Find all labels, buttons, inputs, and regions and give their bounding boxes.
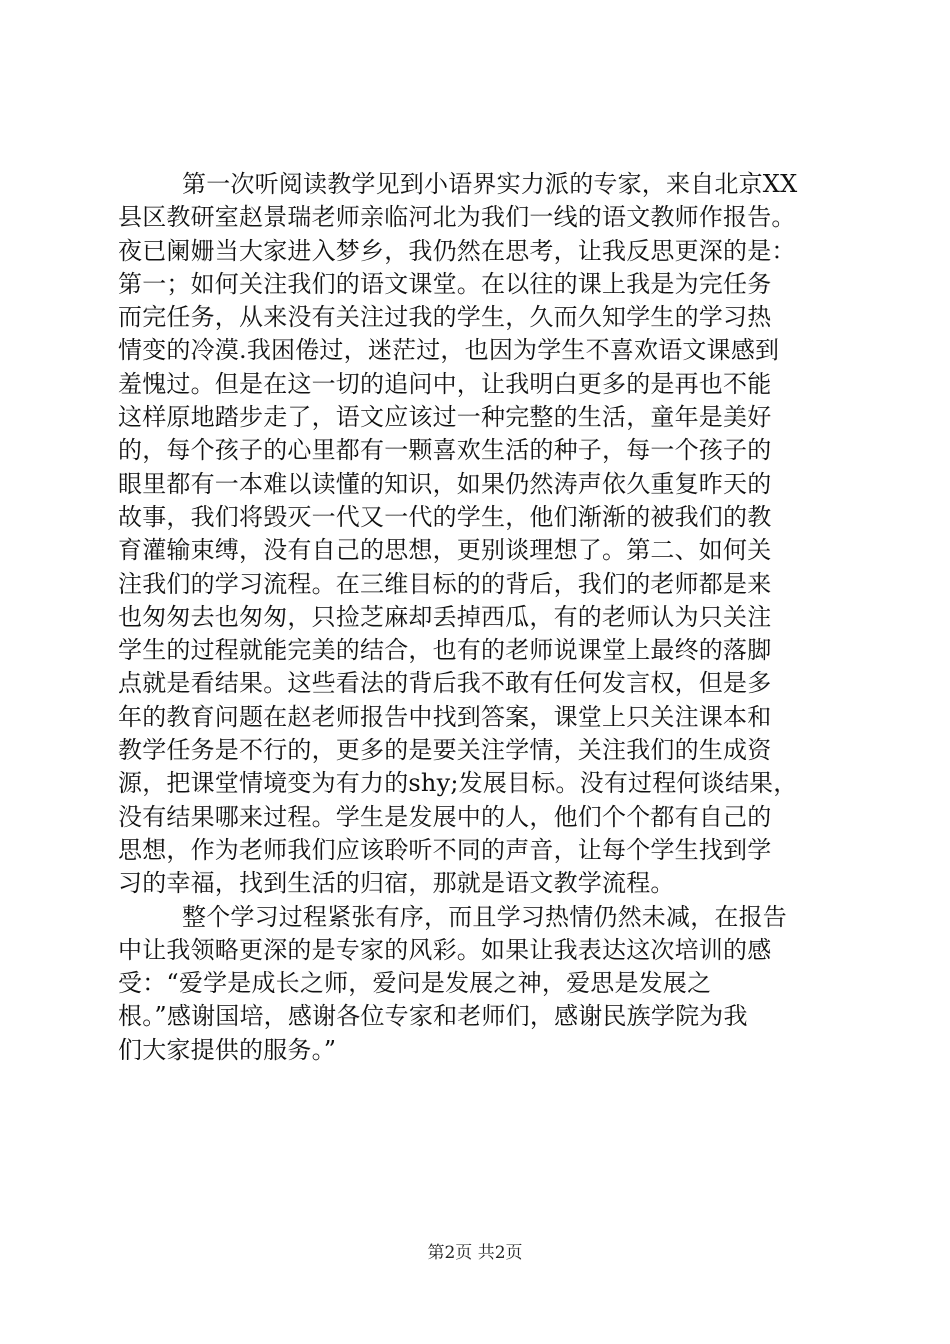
document-body (118, 168, 838, 1067)
text-line: 情变的冷漠.我困倦过，迷茫过，也因为学生不喜欢语文课感到 (118, 336, 780, 365)
text-line: 习的幸福，找到生活的归宿，那就是语文教学流程。 (118, 869, 675, 898)
text-line: 年的教育问题在赵老师报告中找到答案，课堂上只关注课本和 (118, 702, 772, 731)
text-line: 羞愧过。但是在这一切的追问中，让我明白更多的是再也不能 (118, 369, 772, 398)
text-line: 根。”感谢国培，感谢各位专家和老师们，感谢民族学院为我 (118, 1002, 748, 1031)
text-line: 学生的过程就能完美的结合，也有的老师说课堂上最终的落脚 (118, 636, 772, 665)
text-line: 思想，作为老师我们应该聆听不同的声音，让每个学生找到学 (118, 835, 772, 864)
paragraph-1 (118, 168, 838, 901)
text-line: 没有结果哪来过程。学生是发展中的人，他们个个都有自己的 (118, 802, 772, 831)
text-line: 这样原地踏步走了，语文应该过一种完整的生活，童年是美好 (118, 403, 772, 432)
text-line: 眼里都有一本难以读懂的知识，如果仍然涛声依久重复昨天的 (118, 469, 772, 498)
text-line: 点就是看结果。这些看法的背后我不敢有任何发言权，但是多 (118, 669, 772, 698)
text-line: 的，每个孩子的心里都有一颗喜欢生活的种子，每一个孩子的 (118, 436, 772, 465)
page-number-footer: 第2页 共2页 (427, 1243, 523, 1263)
text-line: 受：“爱学是成长之师，爱问是发展之神，爱思是发展之 (118, 969, 712, 998)
text-line: 源，把课堂情境变为有力的shy;发展目标。没有过程何谈结果， (118, 769, 798, 798)
paragraph-2 (118, 901, 838, 1067)
text-line: 第一次听阅读教学见到小语界实力派的专家，来自北京XX (182, 170, 798, 198)
text-line: 中让我领略更深的是专家的风彩。如果让我表达这次培训的感 (118, 935, 772, 964)
text-line: 们大家提供的服务。” (118, 1035, 337, 1064)
text-line: 注我们的学习流程。在三维目标的的背后，我们的老师都是来 (118, 569, 772, 598)
text-line: 育灌输束缚，没有自己的思想，更别谈理想了。第二、如何关 (118, 536, 772, 565)
text-line: 夜已阑姗当大家进入梦乡，我仍然在思考，让我反思更深的是： (118, 236, 796, 265)
text-line: 县区教研室赵景瑞老师亲临河北为我们一线的语文教师作报告。 (118, 203, 796, 232)
text-line: 教学任务是不行的，更多的是要关注学情，关注我们的生成资 (118, 736, 772, 765)
text-line: 整个学习过程紧张有序，而且学习热情仍然未减，在报告 (182, 902, 787, 931)
text-line: 而完任务，从来没有关注过我的学生，久而久知学生的学习热 (118, 303, 772, 332)
text-line: 也匆匆去也匆匆，只捡芝麻却丢掉西瓜，有的老师认为只关注 (118, 602, 772, 631)
text-line: 第一；如何关注我们的语文课堂。在以往的课上我是为完任务 (118, 269, 772, 298)
text-line: 故事，我们将毁灭一代又一代的学生，他们渐渐的被我们的教 (118, 502, 772, 531)
